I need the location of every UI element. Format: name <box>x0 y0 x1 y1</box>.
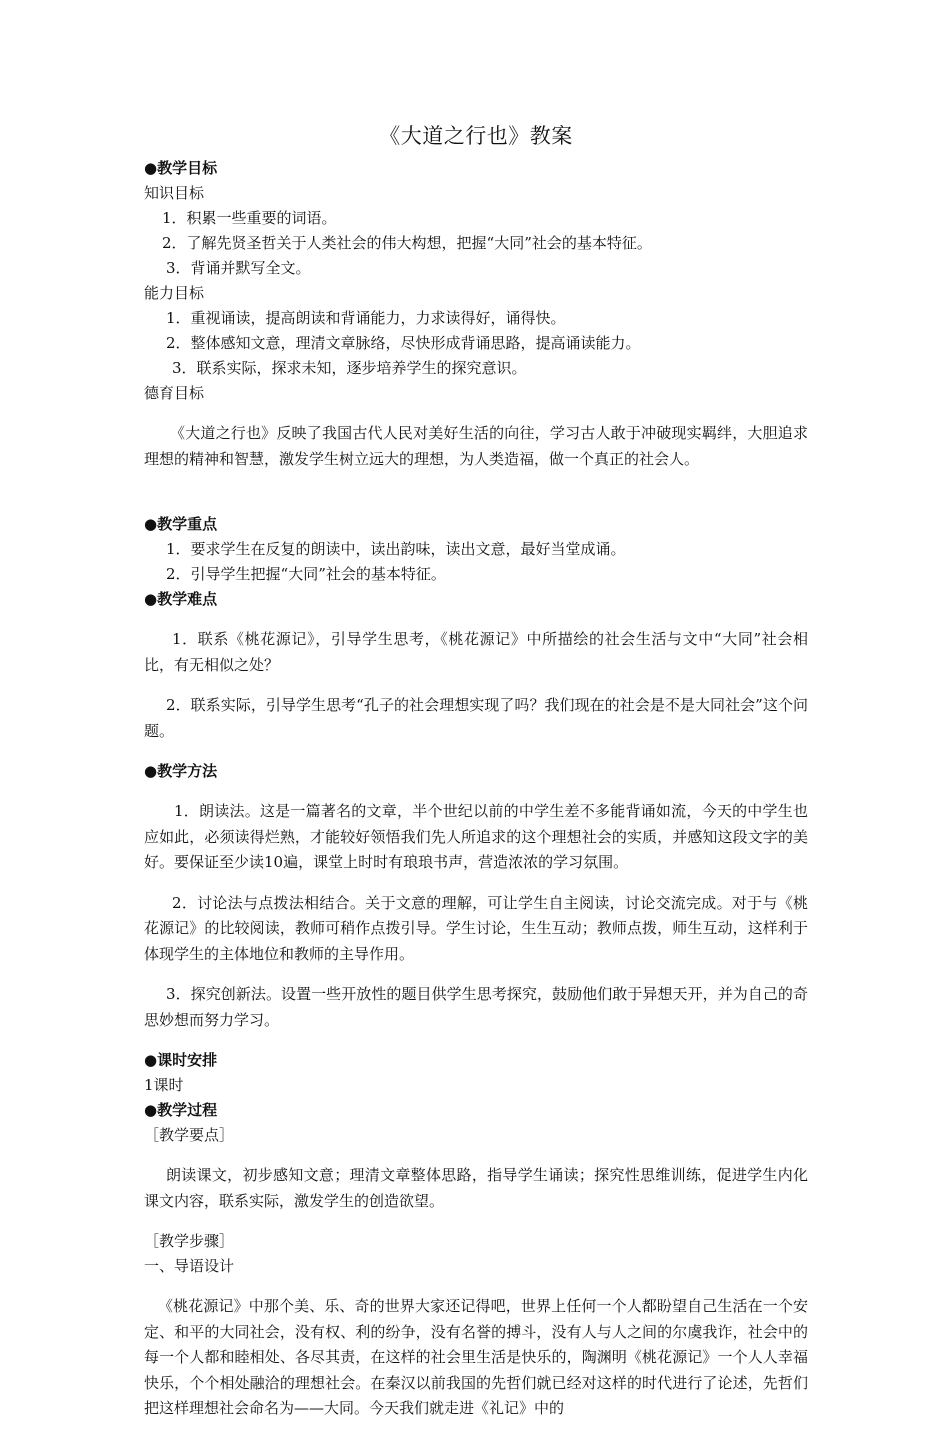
list-item: 2．整体感知文意，理清文章脉络，尽快形成背诵思路，提高诵读能力。 <box>166 334 641 352</box>
section-heading-goals: ●教学目标 <box>144 159 218 177</box>
subheading-ability: 能力目标 <box>144 284 205 302</box>
schedule-text: 1课时 <box>144 1076 184 1094</box>
subheading-step-1: 一、导语设计 <box>144 1257 235 1275</box>
paragraph: 朗读课文，初步感知文意；理清文章整体思路，指导学生诵读；探究性思维训练，促进学生内化课文内容，联系实际，激发学生的创造欲望。 <box>144 1166 808 1210</box>
paragraph: 3．探究创新法。设置一些开放性的题目供学生思考探究，鼓励他们敢于异想天开，并为自己的奇思妙想而努力学习。 <box>144 985 808 1029</box>
list-item: 1．要求学生在反复的朗读中，读出韵味，读出文意，最好当堂成诵。 <box>166 540 626 558</box>
paragraph: 《桃花源记》中那个美、乐、奇的世界大家还记得吧，世界上任何一个人都盼望自己生活在一个安定、和平的大同社会，没有权、利的纷争，没有名誉的搏斗，没有人与人之间的尔虞我诈，社会中的每一个人都和睦相处、各尽其责，在这样的社会里生活是快乐的，陶渊明《桃花源记》一个人人幸福快乐，个个相处融洽的理想社会。在秦汉以前我国的先哲们就已经对这样的时代进行了论述，先哲们把这样理想社会命名为——大同。今天我们就走进《礼记》中的 <box>144 1297 808 1417</box>
paragraph: 2．联系实际，引导学生思考“孔子的社会理想实现了吗？我们现在的社会是不是大同社会”这个问题。 <box>144 696 808 740</box>
section-heading-process: ●教学过程 <box>144 1101 218 1119</box>
list-item: 2．了解先贤圣哲关于人类社会的伟大构想，把握“大同”社会的基本特征。 <box>162 234 652 252</box>
list-item: 2．引导学生把握“大同”社会的基本特征。 <box>166 565 446 583</box>
blank-line <box>144 487 808 512</box>
list-item: 3．背诵并默写全文。 <box>166 259 311 277</box>
section-heading-difficulties: ●教学难点 <box>144 590 218 608</box>
subheading-points: ［教学要点］ <box>144 1126 235 1144</box>
list-item: 3．联系实际，探求未知，逐步培养学生的探究意识。 <box>172 359 527 377</box>
subheading-moral: 德育目标 <box>144 384 205 402</box>
list-item: 1．积累一些重要的词语。 <box>162 209 337 227</box>
list-item: 1．重视诵读，提高朗读和背诵能力，力求读得好，诵得快。 <box>166 309 566 327</box>
subheading-steps: ［教学步骤］ <box>144 1232 235 1250</box>
document-title: 《大道之行也》教案 <box>379 124 573 148</box>
section-heading-key-points: ●教学重点 <box>144 515 218 533</box>
document-body <box>144 120 808 1437</box>
paragraph: 《大道之行也》反映了我国古代人民对美好生活的向往，学习古人敢于冲破现实羁绊，大胆追求理想的精神和智慧，激发学生树立远大的理想，为人类造福，做一个真正的社会人。 <box>144 424 808 468</box>
paragraph: 1．联系《桃花源记》，引导学生思考，《桃花源记》中所描绘的社会生活与文中“大同”社会相比，有无相似之处？ <box>144 630 808 674</box>
section-heading-methods: ●教学方法 <box>144 762 218 780</box>
section-heading-schedule: ●课时安排 <box>144 1051 218 1069</box>
paragraph: 1．朗读法。这是一篇著名的文章，半个世纪以前的中学生差不多能背诵如流，今天的中学生也应如此，必须读得烂熟，才能较好领悟我们先人所追求的这个理想社会的实质，并感知这段文字的美好。要保证至少读10遍，课堂上时时有琅琅书声，营造浓浓的学习氛围。 <box>144 802 808 871</box>
subheading-knowledge: 知识目标 <box>144 184 205 202</box>
paragraph: 2．讨论法与点拨法相结合。关于文意的理解，可让学生自主阅读，讨论交流完成。对于与《桃花源记》的比较阅读，教师可稍作点拨引导。学生讨论，生生互动；教师点拨，师生互动，这样利于体现学生的主体地位和教师的主导作用。 <box>144 893 808 963</box>
